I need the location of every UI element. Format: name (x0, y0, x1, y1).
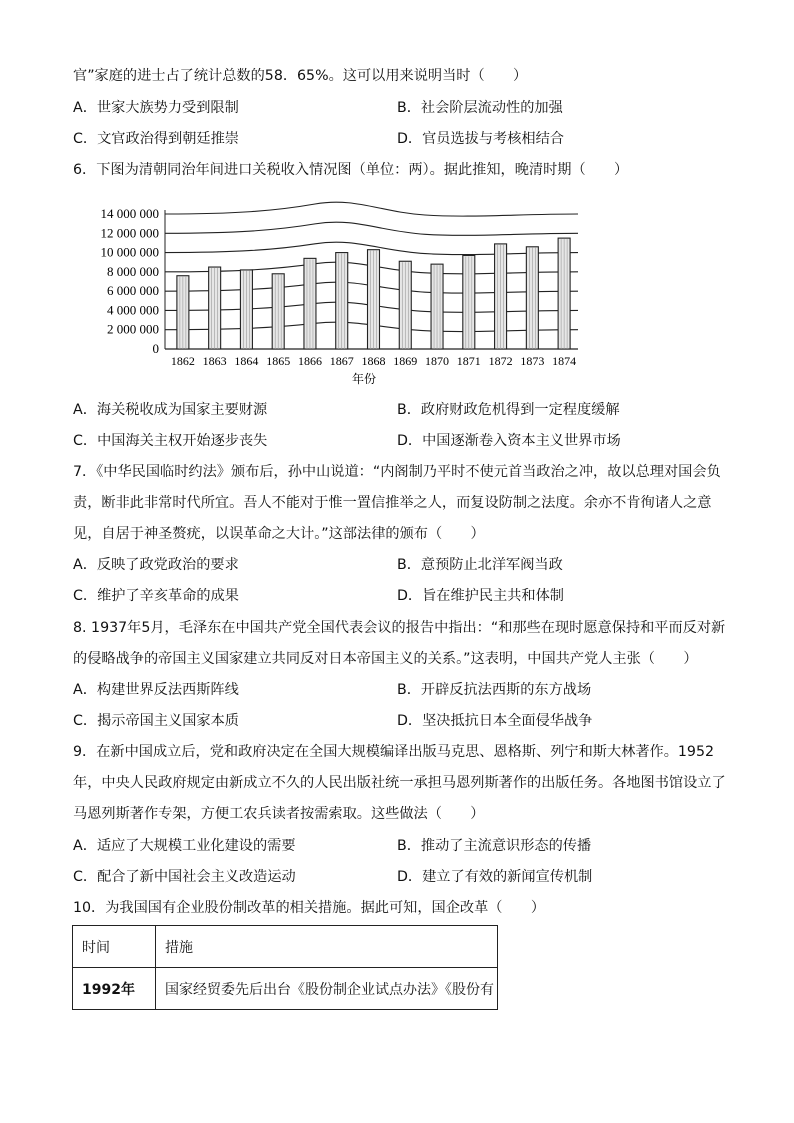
x-tick-label: 1862 (170, 354, 195, 368)
x-tick-label: 1871 (456, 354, 481, 368)
q7-stem-line-2: 责，断非此非常时代所宜。吾人不能对于惟一置信推举之人，而复设防制之法度。余亦不肯徇诸人之意 (73, 495, 712, 511)
chart-y-ticks (101, 206, 160, 356)
q9-option-d: D．建立了有效的新闻宣传机制 (397, 869, 593, 885)
q7-option-d: D．旨在维护民主共和体制 (397, 588, 564, 604)
q5-option-d: D．官员选拔与考核相结合 (397, 131, 564, 147)
x-tick-label: 1868 (361, 354, 386, 368)
q5-option-c: C．文官政治得到朝廷推崇 (73, 131, 239, 147)
x-tick-label: 1867 (329, 354, 354, 368)
table-cell-measure: 国家经贸委先后出台《股份制企业试点办法》《股份有 (156, 968, 498, 1010)
table-header-row (73, 926, 498, 968)
q7-stem-line-1: 7．《中华民国临时约法》颁布后，孙中山说道：“内阁制乃平时不使元首当政治之冲，故以总理对国会负 (73, 464, 721, 480)
q9-stem-line-3: 马恩列斯著作专架，方便工农兵读者按需索取。这些做法（ ） (73, 806, 485, 822)
q10-stem: 10．为我国国有企业股份制改革的相关措施。据此可知，国企改革（ ） (73, 900, 546, 916)
chart-x-axis-label: 年份 (351, 372, 377, 386)
q8-option-d: D．坚决抵抗日本全面侵华战争 (397, 713, 593, 729)
y-tick-label: 14 000 000 (100, 206, 159, 221)
y-tick-label: 10 000 000 (100, 244, 159, 260)
q8-option-b: B．开辟反抗法西斯的东方战场 (397, 682, 592, 698)
q5-option-a: A．世家大族势力受到限制 (73, 100, 239, 116)
y-tick-label: 8 000 000 (107, 263, 159, 279)
x-tick-label: 1870 (425, 354, 450, 368)
q6-option-b: B．政府财政危机得到一定程度缓解 (397, 402, 620, 418)
q8-option-c: C．揭示帝国主义国家本质 (73, 713, 239, 729)
x-tick-label: 1866 (297, 354, 322, 368)
y-tick-label: 0 (152, 341, 159, 356)
q5-option-b: B．社会阶层流动性的加强 (397, 100, 563, 116)
table-row (73, 968, 498, 1010)
q7-stem-line-3: 见，自居于神圣赘疣，以误革命之大计。”这部法律的颁布（ ） (73, 526, 485, 542)
y-tick-label: 12 000 000 (100, 225, 159, 241)
q7-option-a: A．反映了政党政治的要求 (73, 557, 239, 573)
q8-option-a: A．构建世界反法西斯阵线 (73, 682, 239, 698)
q5-stem: 官”家庭的进士占了统计总数的58．65%。这可以用来说明当时（ ） (73, 68, 528, 84)
x-tick-label: 1873 (520, 354, 545, 368)
x-tick-label: 1872 (488, 354, 513, 368)
tariff-bar-chart (88, 196, 588, 390)
table-header-time: 时间 (73, 926, 156, 968)
q8-stem-line-1: 8. 1937年5月，毛泽东在中国共产党全国代表会议的报告中指出：“和那些在现时愿意保持和平而反对新 (73, 620, 726, 636)
y-tick-label: 2 000 000 (107, 321, 159, 337)
x-tick-label: 1864 (234, 354, 259, 368)
x-tick-label: 1865 (266, 354, 291, 368)
chart-bars (177, 238, 570, 349)
q6-stem: 6．下图为清朝同治年间进口关税收入情况图（单位：两）。据此推知，晚清时期（ ） (73, 162, 629, 178)
q9-stem-line-2: 年，中央人民政府规定由新成立不久的人民出版社统一承担马恩列斯著作的出版任务。各地图书馆设立了 (73, 775, 726, 791)
table-header-measures: 措施 (156, 926, 498, 968)
gridline (165, 202, 578, 216)
x-tick-label: 1874 (552, 354, 577, 368)
q7-option-b: B．意预防止北洋军阀当政 (397, 557, 563, 573)
y-tick-label: 6 000 000 (107, 283, 159, 299)
chart-x-ticks (171, 354, 576, 368)
q6-option-c: C．中国海关主权开始逐步丧失 (73, 433, 268, 449)
q9-option-a: A．适应了大规模工业化建设的需要 (73, 838, 296, 854)
reform-measures-table (72, 925, 498, 1010)
q8-stem-line-2: 的侵略战争的帝国主义国家建立共同反对日本帝国主义的关系。”这表明，中国共产党人主张（ ） (73, 651, 698, 667)
table-cell-year: 1992年 (73, 968, 156, 1010)
q9-stem-line-1: 9．在新中国成立后，党和政府决定在全国大规模编译出版马克思、恩格斯、列宁和斯大林著作。1952 (73, 744, 715, 760)
y-tick-label: 4 000 000 (107, 302, 159, 318)
q6-option-a: A．海关税收成为国家主要财源 (73, 402, 268, 418)
q7-option-c: C．维护了辛亥革命的成果 (73, 588, 239, 604)
q9-option-b: B．推动了主流意识形态的传播 (397, 838, 592, 854)
gridline (165, 222, 578, 235)
x-tick-label: 1869 (393, 354, 418, 368)
q9-option-c: C．配合了新中国社会主义改造运动 (73, 869, 296, 885)
x-tick-label: 1863 (202, 354, 227, 368)
q6-option-d: D．中国逐渐卷入资本主义世界市场 (397, 433, 621, 449)
